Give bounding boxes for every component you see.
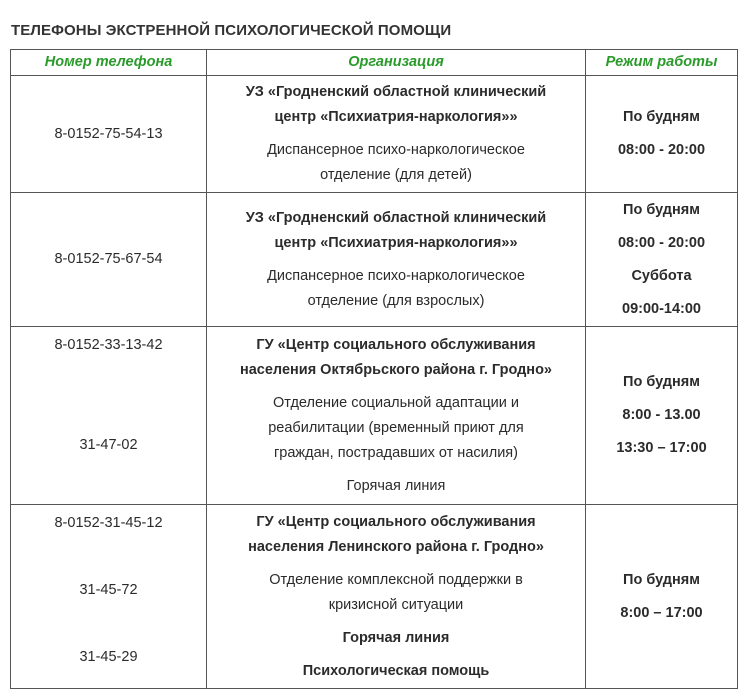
phone-cell [11,76,207,193]
hours-time: 08:00 - 20:00 [617,234,706,251]
hours-time: 08:00 - 20:00 [617,142,706,158]
department: Отделение комплексной поддержки в [269,571,523,588]
phone-number[interactable]: 8-0152-31-45-12 [54,515,163,531]
org-name: центр «Психиатрия-наркология»» [274,109,518,125]
hours-time: 8:00 - 13.00 [622,407,701,423]
org-name: ГУ «Центр социального обслуживания [256,513,536,530]
org-name: УЗ «Гродненский областной клинический [245,209,547,226]
org-name: населения Ленинского района г. Гродно» [248,538,544,555]
org-name: УЗ «Гродненский областной клинический [245,84,547,100]
organization-cell [207,193,586,327]
department: граждан, пострадавших от насилия) [274,444,518,461]
hours-time: 09:00-14:00 [622,300,701,317]
org-name: ГУ «Центр социального обслуживания [256,336,536,353]
hours-label: По будням [623,374,700,390]
emergency-phones-table [10,49,738,689]
phone-cell [11,505,207,689]
psych-help-label: Психологическая помощь [302,662,490,679]
hours-time: 8:00 – 17:00 [620,604,703,621]
table-row [11,327,738,505]
phone-cell [11,193,207,327]
table-row [11,76,738,193]
org-name: центр «Психиатрия-наркология»» [274,234,518,251]
header-hours: Режим работы [586,50,738,76]
organization-cell [207,505,586,689]
table-row [11,505,738,689]
department: Отделение социальной адаптации и [273,394,519,411]
hours-cell [586,505,738,689]
department: реабилитации (временный приют для [268,419,524,436]
hours-label: По будням [623,109,700,125]
department: отделение (для взрослых) [307,292,485,309]
hours-label: По будням [623,201,700,218]
hotline-label: Горячая линия [342,629,450,646]
department: Диспансерное психо-наркологическое [267,267,525,284]
hours-time: 13:30 – 17:00 [616,440,707,456]
page-title: ТЕЛЕФОНЫ ЭКСТРЕННОЙ ПСИХОЛОГИЧЕСКОЙ ПОМОЩИ [11,22,452,39]
department: отделение (для детей) [320,167,472,183]
phone-number[interactable]: 8-0152-33-13-42 [54,337,163,353]
phone-number[interactable]: 8-0152-75-67-54 [54,251,163,267]
department: Диспансерное психо-наркологическое [267,142,525,158]
organization-cell [207,76,586,193]
header-phone: Номер телефона [11,50,207,76]
organization-cell [207,327,586,505]
hours-cell [586,76,738,193]
hours-cell [586,327,738,505]
org-name: населения Октябрьского района г. Гродно» [239,361,552,378]
hours-label: По будням [623,571,700,588]
table-header-row [11,50,738,76]
phone-number[interactable]: 8-0152-75-54-13 [54,125,163,142]
hotline-label: Горячая линия [346,477,446,494]
department: кризисной ситуации [328,596,464,613]
phone-number[interactable]: 31-45-29 [79,649,138,665]
phone-number[interactable]: 31-47-02 [79,437,138,453]
hours-cell [586,193,738,327]
header-organization: Организация [207,50,586,76]
table-row [11,193,738,327]
phone-cell [11,327,207,505]
phone-number[interactable]: 31-45-72 [79,582,138,598]
hours-label: Суббота [631,267,692,284]
